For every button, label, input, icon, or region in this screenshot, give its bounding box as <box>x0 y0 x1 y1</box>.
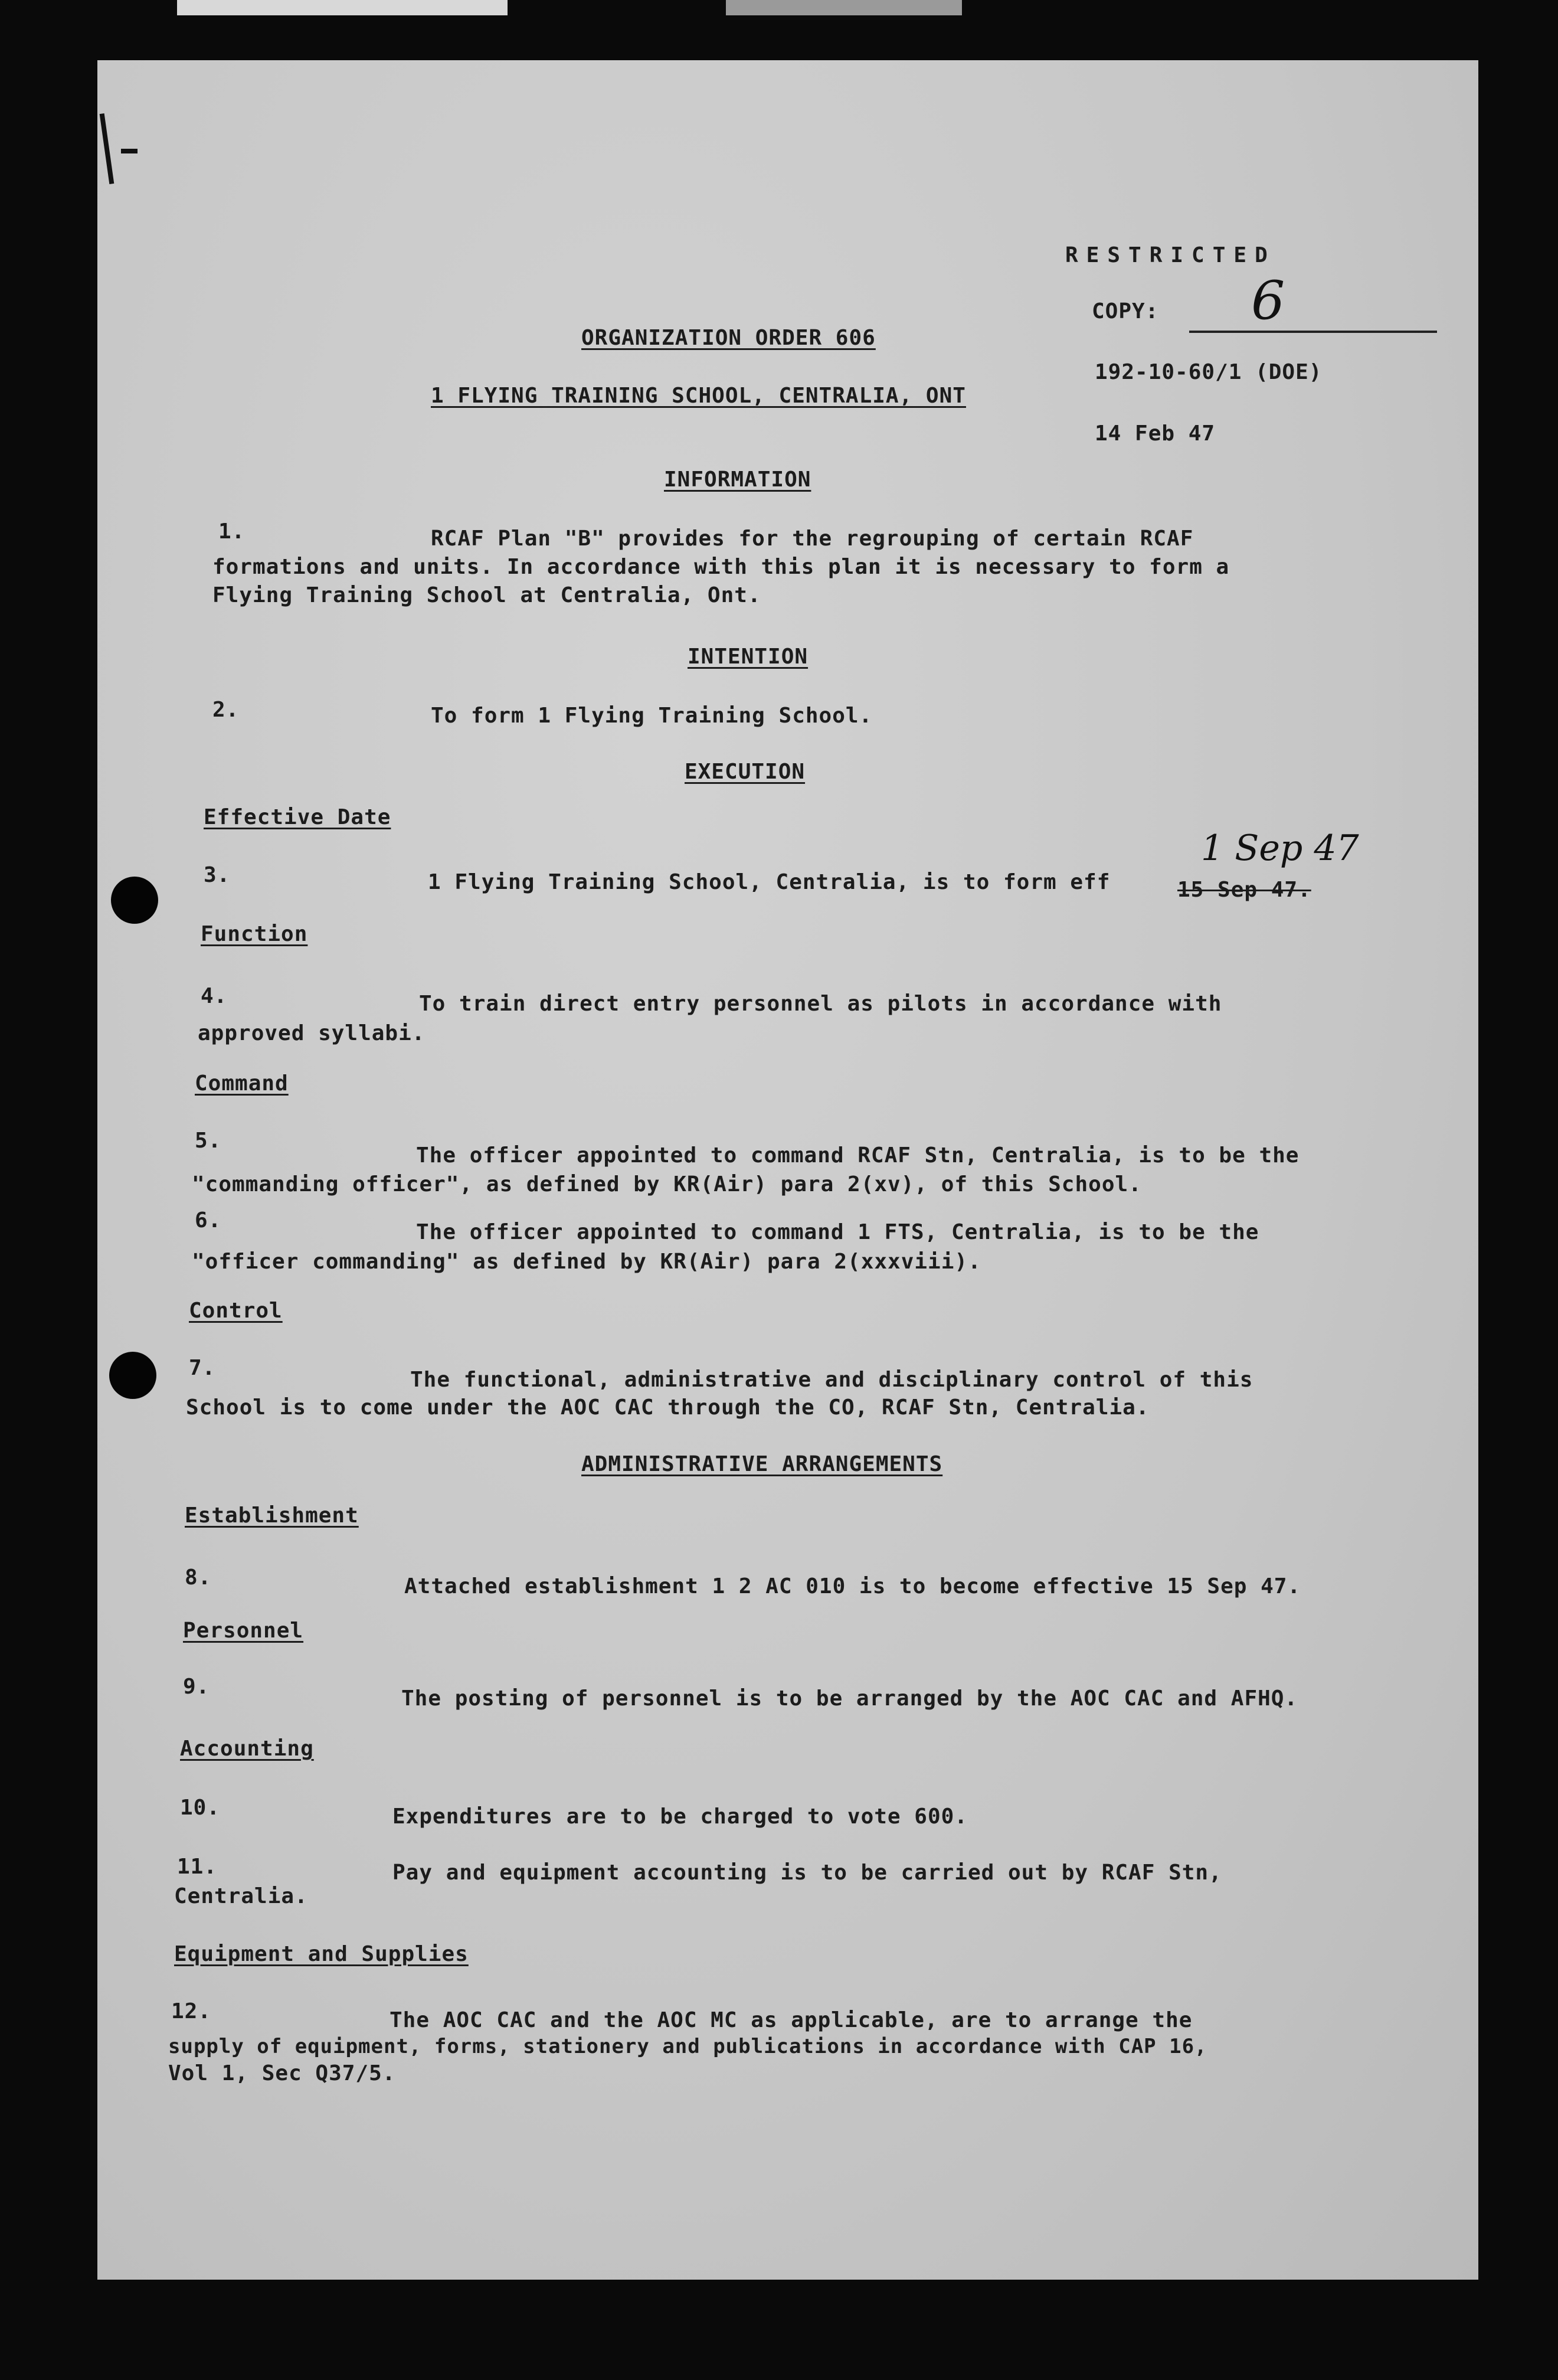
para-2-line-1: To form 1 Flying Training School. <box>431 704 873 728</box>
para-7-number: 7. <box>189 1356 216 1380</box>
para-11-number: 11. <box>177 1855 218 1879</box>
para-3-struck-date: 15 Sep 47. <box>1177 878 1311 902</box>
section-intention: INTENTION <box>688 645 809 669</box>
para-11-line-2: Centralia. <box>174 1884 308 1908</box>
para-12-line-2: supply of equipment, forms, stationery and publications in accordance with CAP 16, <box>168 2035 1207 2058</box>
para-1-number: 1. <box>218 519 246 544</box>
classification-label: RESTRICTED <box>1065 243 1276 267</box>
subhead-equipment-and-supplies: Equipment and Supplies <box>174 1942 469 1966</box>
para-9-line-1: The posting of personnel is to be arranged by the AOC CAC and AFHQ. <box>401 1686 1298 1711</box>
para-5-line-2: "commanding officer", as defined by KR(Air) para 2(xv), of this School. <box>192 1172 1142 1196</box>
punch-hole-upper <box>111 877 158 924</box>
file-reference: 192-10-60/1 (DOE) <box>1095 360 1323 384</box>
para-10-line-1: Expenditures are to be charged to vote 600. <box>392 1804 968 1829</box>
film-edge-tab-right <box>726 0 962 15</box>
para-8-line-1: Attached establishment 1 2 AC 010 is to become effective 15 Sep 47. <box>404 1574 1301 1598</box>
section-execution: EXECUTION <box>685 760 806 784</box>
unit-title: 1 FLYING TRAINING SCHOOL, CENTRALIA, ONT <box>431 384 966 408</box>
film-edge-tab-left <box>177 0 508 15</box>
para-6-line-2: "officer commanding" as defined by KR(Air) para 2(xxxviii). <box>192 1250 981 1274</box>
para-3-line-1: 1 Flying Training School, Centralia, is to form eff <box>428 870 1111 894</box>
para-7-line-1: The functional, administrative and disciplinary control of this <box>410 1368 1253 1392</box>
subhead-effective-date: Effective Date <box>204 805 391 829</box>
para-4-line-2: approved syllabi. <box>198 1021 425 1045</box>
margin-mark-2 <box>121 149 138 153</box>
document-page <box>97 60 1478 2280</box>
para-12-line-3: Vol 1, Sec Q37/5. <box>168 2061 396 2085</box>
subhead-accounting: Accounting <box>180 1737 314 1761</box>
subhead-establishment: Establishment <box>185 1503 359 1528</box>
para-3-number: 3. <box>204 863 231 887</box>
para-4-line-1: To train direct entry personnel as pilots in accordance with <box>419 992 1222 1016</box>
para-8-number: 8. <box>185 1565 212 1590</box>
para-1-line-3: Flying Training School at Centralia, Ont. <box>212 583 761 607</box>
para-1-line-1: RCAF Plan "B" provides for the regrouping of certain RCAF <box>431 527 1194 551</box>
para-9-number: 9. <box>183 1675 210 1699</box>
para-6-number: 6. <box>195 1208 222 1232</box>
copy-label: COPY: <box>1092 299 1159 323</box>
para-5-number: 5. <box>195 1129 222 1153</box>
para-11-line-1: Pay and equipment accounting is to be carried out by RCAF Stn, <box>392 1861 1222 1885</box>
para-1-line-2: formations and units. In accordance with this plan it is necessary to form a <box>212 555 1230 579</box>
document-date: 14 Feb 47 <box>1095 421 1216 446</box>
para-12-line-1: The AOC CAC and the AOC MC as applicable, are to arrange the <box>390 2008 1193 2032</box>
para-2-number: 2. <box>212 698 240 722</box>
copy-underline <box>1189 331 1437 333</box>
subhead-command: Command <box>195 1071 289 1096</box>
para-6-line-1: The officer appointed to command 1 FTS, Centralia, is to be the <box>416 1220 1259 1244</box>
section-information: INFORMATION <box>664 468 811 492</box>
para-5-line-1: The officer appointed to command RCAF Stn, Centralia, is to be the <box>416 1143 1300 1168</box>
punch-hole-lower <box>109 1352 156 1399</box>
copy-number: 6 <box>1251 270 1285 332</box>
section-administrative-arrangements: ADMINISTRATIVE ARRANGEMENTS <box>581 1452 943 1476</box>
para-10-number: 10. <box>180 1796 221 1820</box>
order-title: ORGANIZATION ORDER 606 <box>581 326 876 350</box>
margin-mark <box>100 113 114 184</box>
para-4-number: 4. <box>201 984 228 1008</box>
subhead-personnel: Personnel <box>183 1619 304 1643</box>
para-3-handwritten-date: 1 Sep 47 <box>1201 828 1359 869</box>
para-12-number: 12. <box>171 1999 212 2023</box>
para-7-line-2: School is to come under the AOC CAC through the CO, RCAF Stn, Centralia. <box>186 1395 1150 1420</box>
subhead-control: Control <box>189 1299 283 1323</box>
subhead-function: Function <box>201 922 308 946</box>
